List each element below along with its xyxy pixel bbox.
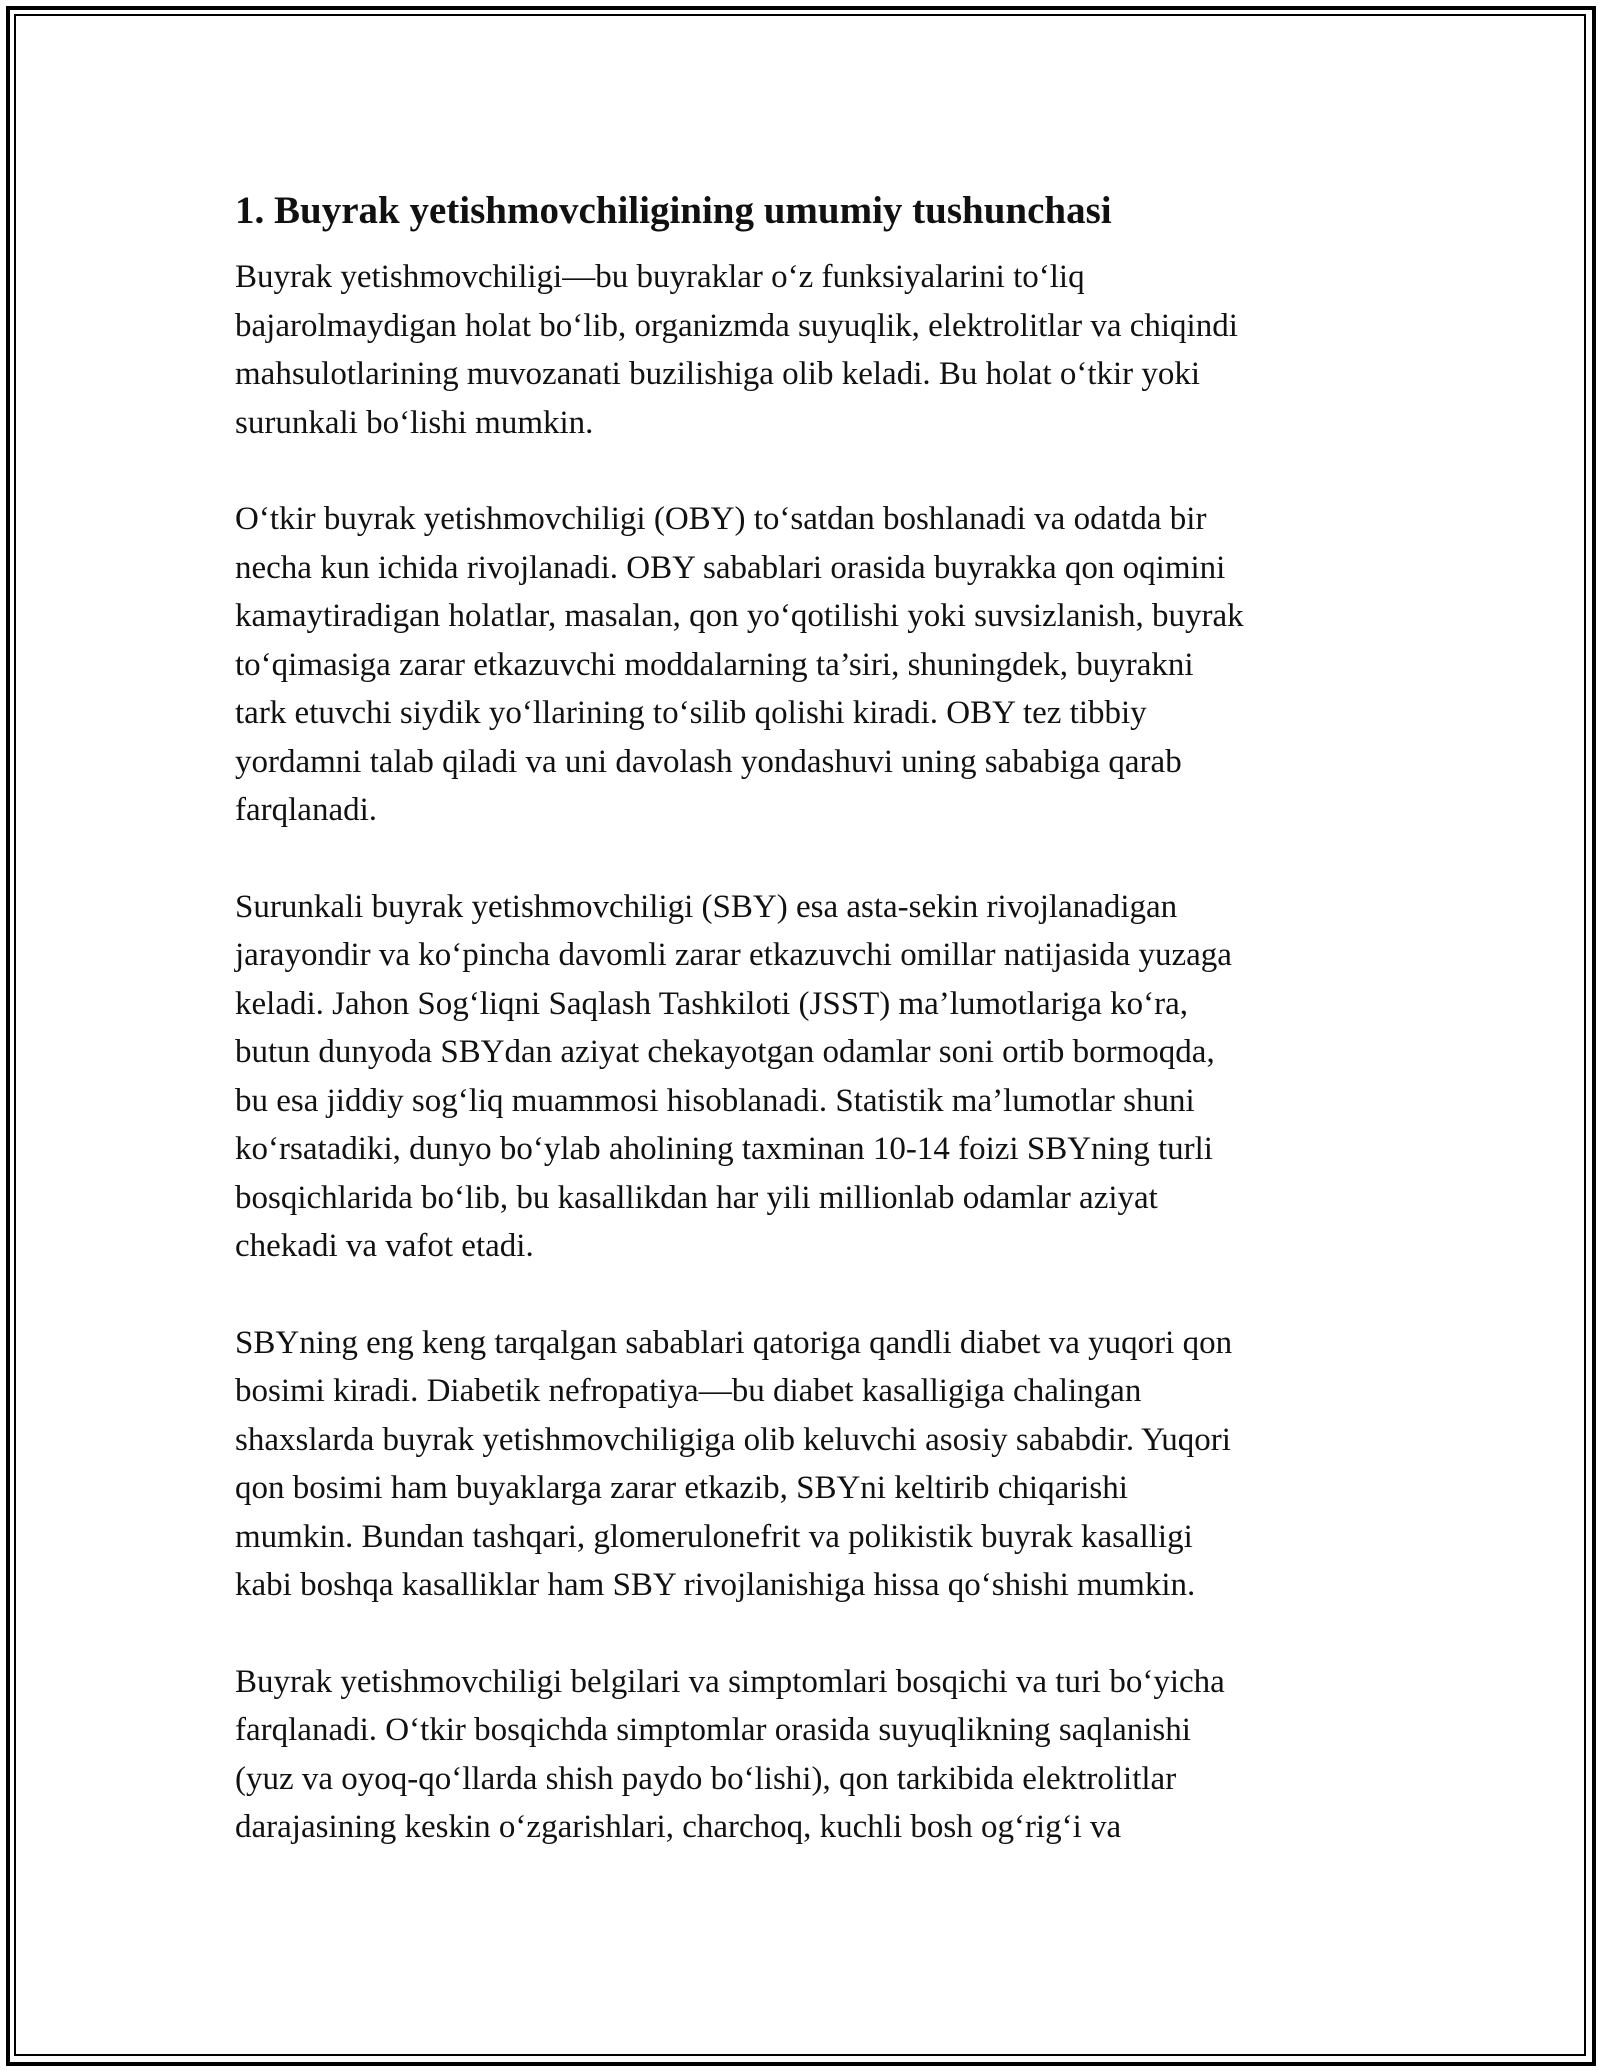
paragraph (235, 1658, 1370, 1852)
text-line: to‘qimasiga zarar etkazuvchi moddalarning ta’siri, shuningdek, buyrakni (235, 646, 1194, 683)
text-line: O‘tkir buyrak yetishmovchiligi (OBY) to‘satdan boshlanadi va odatda bir (235, 501, 1207, 537)
text-line: kamaytiradigan holatlar, masalan, qon yo‘qotilishi yoki suvsizlanish, buyrak (235, 598, 1244, 634)
text-line: mahsulotlarining muvozanati buzilishiga olib keladi. Bu holat o‘tkir yoki (235, 356, 1201, 392)
text-line: SBYning eng keng tarqalgan sabablari qatoriga qandli diabet va yuqori qon (235, 1324, 1233, 1361)
section-heading: 1. Buyrak yetishmovchiligining umumiy tushunchasi (235, 189, 1112, 232)
text-line: kabi boshqa kasalliklar ham SBY rivojlanishiga hissa qo‘shishi mumkin. (235, 1567, 1196, 1603)
text-line: (yuz va oyoq-qo‘llarda shish paydo bo‘lishi), qon tarkibida elektrolitlar (235, 1760, 1177, 1797)
paragraph (235, 883, 1370, 1271)
text-line: bosimi kiradi. Diabetik nefropatiya—bu diabet kasalligiga chalingan (235, 1373, 1142, 1409)
document-body (235, 185, 1370, 1900)
text-line: darajasining keskin o‘zgarishlari, charchoq, kuchli bosh og‘rig‘i va (235, 1809, 1122, 1845)
text-line: bu esa jiddiy sog‘liq muammosi hisoblanadi. Statistik ma’lumotlar shuni (235, 1082, 1195, 1119)
text-line: ko‘rsatadiki, dunyo bo‘ylab aholining taxminan 10-14 foizi SBYning turli (235, 1131, 1213, 1167)
text-line: keladi. Jahon Sog‘liqni Saqlash Tashkiloti (JSST) ma’lumotlariga ko‘ra, (235, 985, 1189, 1022)
text-line: mumkin. Bundan tashqari, glomerulonefrit va polikistik buyrak kasalligi (235, 1518, 1193, 1555)
text-line: bajarolmaydigan holat bo‘lib, organizmda suyuqlik, elektrolitlar va chiqindi (235, 307, 1238, 344)
text-line: Surunkali buyrak yetishmovchiligi (SBY) esa asta-sekin rivojlanadigan (235, 888, 1178, 925)
text-line: surunkali bo‘lishi mumkin. (235, 404, 594, 441)
text-line: tark etuvchi siydik yo‘llarining to‘silib qolishi kiradi. OBY tez tibbiy (235, 695, 1147, 731)
paragraph (235, 253, 1370, 447)
text-line: qon bosimi ham buyaklarga zarar etkazib, SBYni keltirib chiqarishi (235, 1470, 1128, 1506)
paragraph-list (235, 253, 1370, 1852)
text-line: chekadi va vafot etadi. (235, 1228, 534, 1264)
text-line: Buyrak yetishmovchiligi—bu buyraklar o‘z funksiyalarini to‘liq (235, 259, 1085, 295)
text-line: necha kun ichida rivojlanadi. OBY sabablari orasida buyrakka qon oqimini (235, 549, 1226, 586)
text-line: yordamni talab qiladi va uni davolash yondashuvi uning sababiga qarab (235, 743, 1182, 780)
text-line: shaxslarda buyrak yetishmovchiligiga olib keluvchi asosiy sababdir. Yuqori (235, 1421, 1231, 1458)
text-line: jarayondir va ko‘pincha davomli zarar etkazuvchi omillar natijasida yuzaga (235, 937, 1232, 973)
paragraph (235, 495, 1370, 835)
text-line: Buyrak yetishmovchiligi belgilari va simptomlari bosqichi va turi bo‘yicha (235, 1663, 1225, 1700)
text-line: farqlanadi. O‘tkir bosqichda simptomlar orasida suyuqlikning saqlanishi (235, 1712, 1191, 1748)
paragraph (235, 1319, 1370, 1610)
text-line: farqlanadi. (235, 792, 378, 828)
text-line: bosqichlarida bo‘lib, bu kasallikdan har yili millionlab odamlar aziyat (235, 1179, 1158, 1216)
text-line: butun dunyoda SBYdan aziyat chekayotgan odamlar soni ortib bormoqda, (235, 1034, 1215, 1070)
